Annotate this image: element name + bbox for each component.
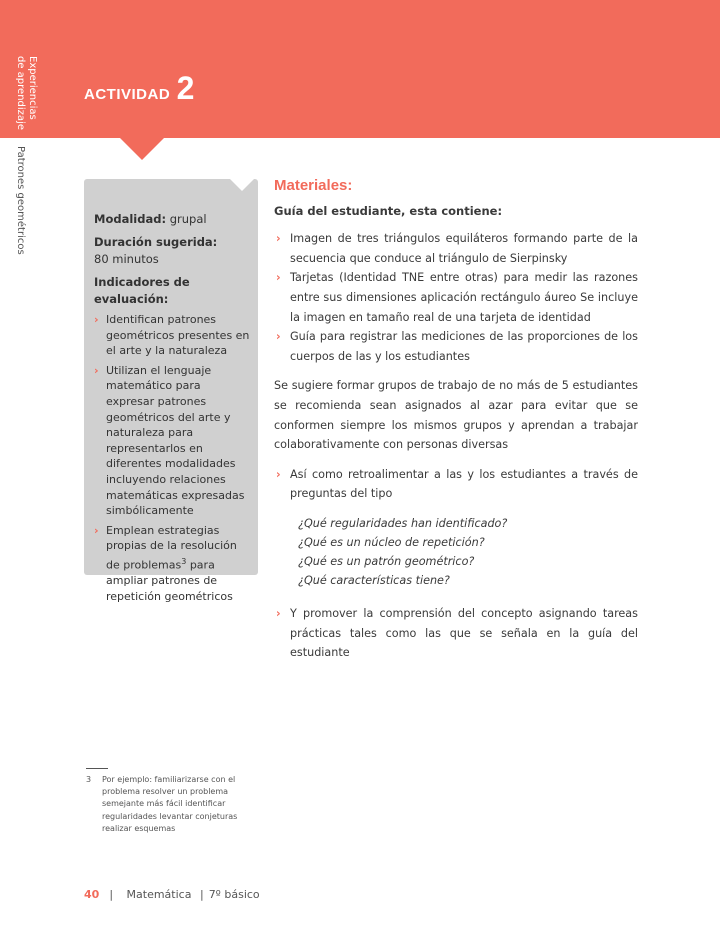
main-content xyxy=(274,176,638,663)
question: ¿Qué es un patrón geométrico? xyxy=(298,554,475,568)
activity-title xyxy=(84,70,194,107)
feedback-list xyxy=(274,465,638,504)
banner-notch xyxy=(120,138,164,160)
list-item: › Así como retroalimentar a las y los estudiantes a través de preguntas del tipo xyxy=(274,465,638,504)
header-banner xyxy=(0,0,720,138)
activity-info-card xyxy=(84,179,258,603)
page-number: 40 xyxy=(84,888,100,901)
list-item: › Tarjetas (Identidad TNE entre otras) para medir las razones entre sus dimensiones aplicación rectángulo áureo Se incluye la imagen en tamaño real de una tarjeta de identidad xyxy=(274,268,638,327)
list-item: › Y promover la comprensión del concepto asignando tareas prácticas tales como las que se señala en la guía del estudiante xyxy=(274,604,638,663)
materials-intro: Guía del estudiante, esta contiene: xyxy=(274,203,503,218)
unit-side-label: Patrones geométricos xyxy=(15,146,26,255)
page-footer: 40 | Matemática | 7º básico xyxy=(84,888,260,901)
list-item: › Identifican patrones geométricos presentes en el arte y la naturaleza xyxy=(94,312,250,359)
list-item: › Guía para registrar las mediciones de las proporciones de los cuerpos de las y los estudiantes xyxy=(274,327,638,366)
indicadores-heading: Indicadores de evaluación: xyxy=(94,275,190,306)
footer-subject: Matemática xyxy=(126,888,192,901)
footnote-divider xyxy=(86,768,108,769)
footnote-mark: 3 xyxy=(181,556,187,566)
question: ¿Qué es un núcleo de repetición? xyxy=(298,535,485,549)
grouping-paragraph: Se sugiere formar grupos de trabajo de no más de 5 estudiantes se recomienda sean asignados al azar para evitar que se conformen siempre los mismos grupos y aprendan a trabajar colaborativamente con personas diversas xyxy=(274,379,638,452)
section-side-label xyxy=(10,56,50,136)
side-label-line2: de aprendizaje xyxy=(15,56,26,130)
footnote xyxy=(86,774,266,835)
materials-heading: Materiales: xyxy=(274,177,353,194)
indicadores-list xyxy=(94,312,250,604)
guiding-questions xyxy=(298,514,638,590)
card-notch xyxy=(230,179,254,191)
side-label-line1: Experiencias xyxy=(27,56,38,120)
list-item: › Imagen de tres triángulos equiláteros formando parte de la secuencia que conduce al triángulo de Sierpinsky xyxy=(274,229,638,268)
question: ¿Qué regularidades han identificado? xyxy=(298,516,508,530)
activity-label: ACTIVIDAD xyxy=(84,86,171,103)
activity-number: 2 xyxy=(176,70,195,106)
question: ¿Qué características tiene? xyxy=(298,573,450,587)
list-item: › Emplean estrategias propias de la resolución de problemas$^3$ para ampliar patrones de repetición geométricos xyxy=(94,523,250,605)
footer-grade: 7º básico xyxy=(208,888,260,901)
modalidad: Modalidad: grupal xyxy=(94,212,207,226)
promote-list xyxy=(274,604,638,663)
list-item: › Utilizan el lenguaje matemático para expresar patrones geométricos del arte y naturaleza para representarlos en diferentes modalidades incluyendo relaciones matemáticas expresadas simbólicamente xyxy=(94,363,250,519)
materials-list xyxy=(274,229,638,366)
duracion: Duración sugerida: 80 minutos xyxy=(94,235,218,266)
footnote-text: Por ejemplo: familiarizarse con el problema resolver un problema semejante más fácil identificar regularidades levantar conjeturas realizar esquemas xyxy=(102,775,238,833)
footnote-number: 3 xyxy=(86,775,92,784)
